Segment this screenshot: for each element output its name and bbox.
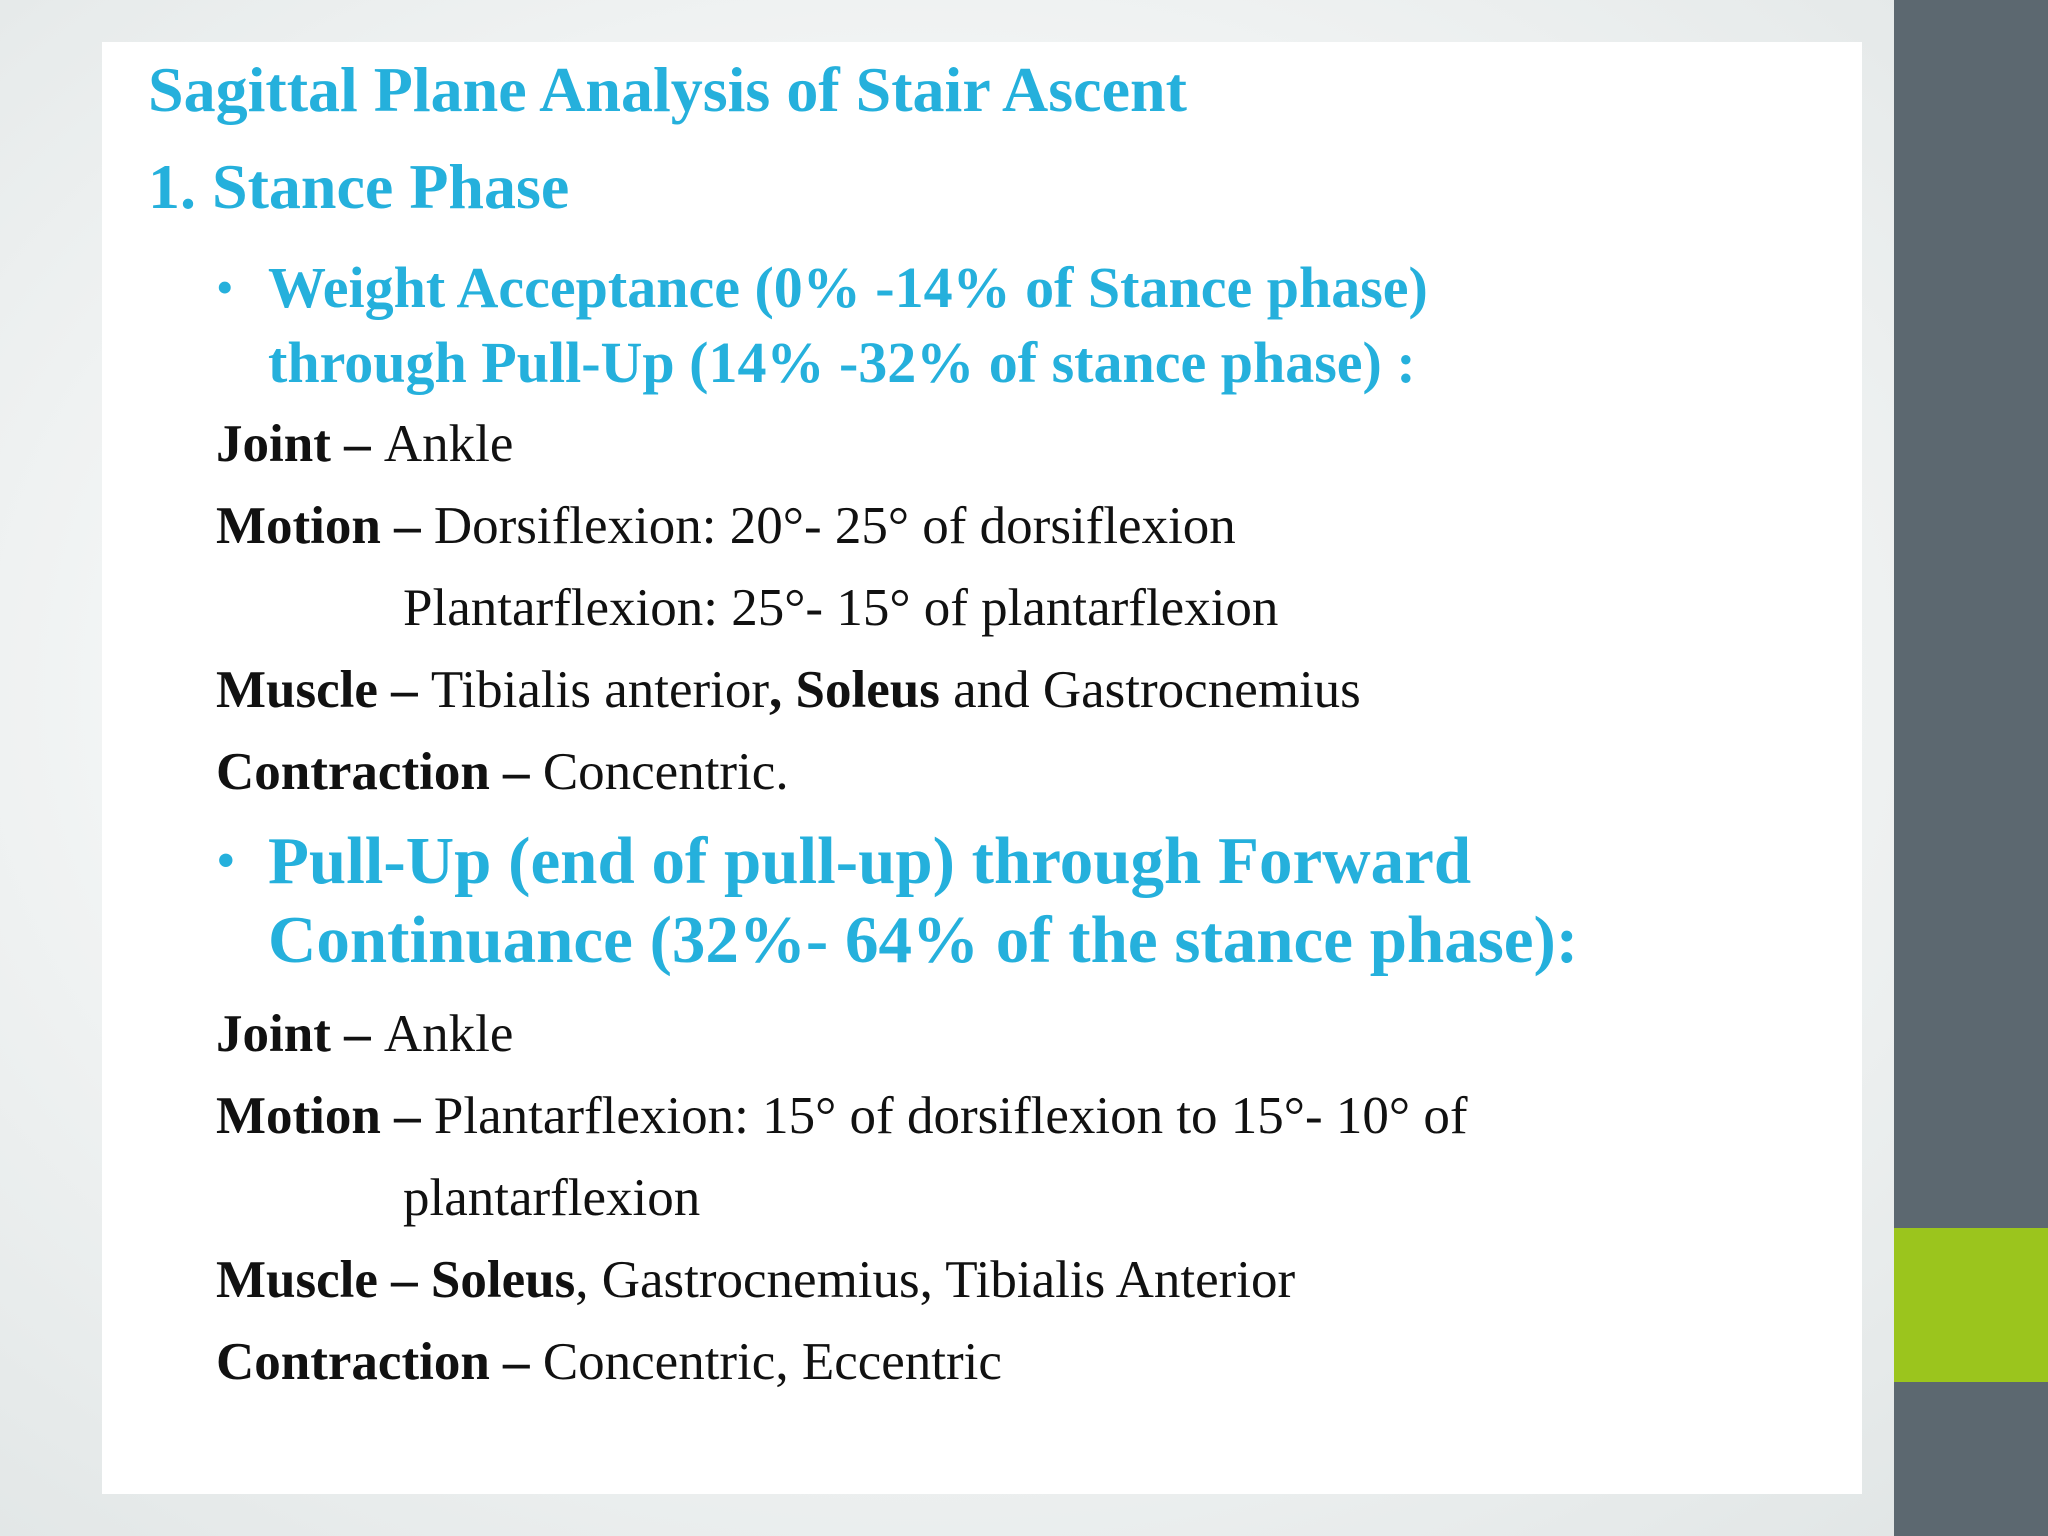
motion-label: Motion – xyxy=(216,1087,434,1145)
muscle-part3: and Gastrocnemius xyxy=(939,661,1361,719)
muscle-part1: Tibialis anterior xyxy=(430,661,770,719)
contraction-value: Concentric. xyxy=(542,743,789,801)
section2-motion-row xyxy=(216,1087,1468,1145)
section2-contraction-row xyxy=(216,1333,1002,1391)
joint-label: Joint – xyxy=(216,415,384,473)
bullet-icon: • xyxy=(216,830,236,892)
muscle-value: , Gastrocnemius, Tibialis Anterior xyxy=(575,1251,1296,1309)
section1-motion-continuation: Plantarflexion: 25°- 15° of plantarflexion xyxy=(403,579,1279,637)
joint-value: Ankle xyxy=(383,1005,514,1063)
motion-value: Dorsiflexion: 20°- 25° of dorsiflexion xyxy=(433,497,1236,555)
motion-value: Plantarflexion: 15° of dorsiflexion to 15°- 10° of xyxy=(433,1087,1468,1145)
contraction-label: Contraction – xyxy=(216,1333,543,1391)
muscle-part2: , Soleus xyxy=(769,661,940,719)
slide-title: Sagittal Plane Analysis of Stair Ascent xyxy=(148,54,1187,125)
section1-muscle-row xyxy=(216,661,1361,719)
contraction-value: Concentric, Eccentric xyxy=(542,1333,1002,1391)
section1-heading-line2: through Pull-Up (14% -32% of stance phase) : xyxy=(268,330,1416,395)
bullet-icon: • xyxy=(216,259,234,315)
section2-heading-line2: Continuance (32%- 64% of the stance phase): xyxy=(268,903,1579,977)
joint-label: Joint – xyxy=(216,1005,384,1063)
muscle-label: Muscle – xyxy=(216,661,431,719)
section1-motion-row xyxy=(216,497,1236,555)
side-accent-block xyxy=(1894,1228,2048,1382)
section2-heading-line1: Pull-Up (end of pull-up) through Forward xyxy=(268,824,1472,898)
section1-heading-line1: Weight Acceptance (0% -14% of Stance phase) xyxy=(268,255,1428,320)
section1-contraction-row xyxy=(216,743,789,801)
section2-motion-continuation: plantarflexion xyxy=(403,1169,701,1227)
section1-joint-row xyxy=(216,415,514,473)
joint-value: Ankle xyxy=(383,415,514,473)
motion-label: Motion – xyxy=(216,497,434,555)
slide-subtitle: 1. Stance Phase xyxy=(148,151,570,222)
muscle-label: Muscle – Soleus xyxy=(216,1251,576,1309)
section2-muscle-row xyxy=(216,1251,1296,1309)
section2-joint-row xyxy=(216,1005,514,1063)
contraction-label: Contraction – xyxy=(216,743,543,801)
